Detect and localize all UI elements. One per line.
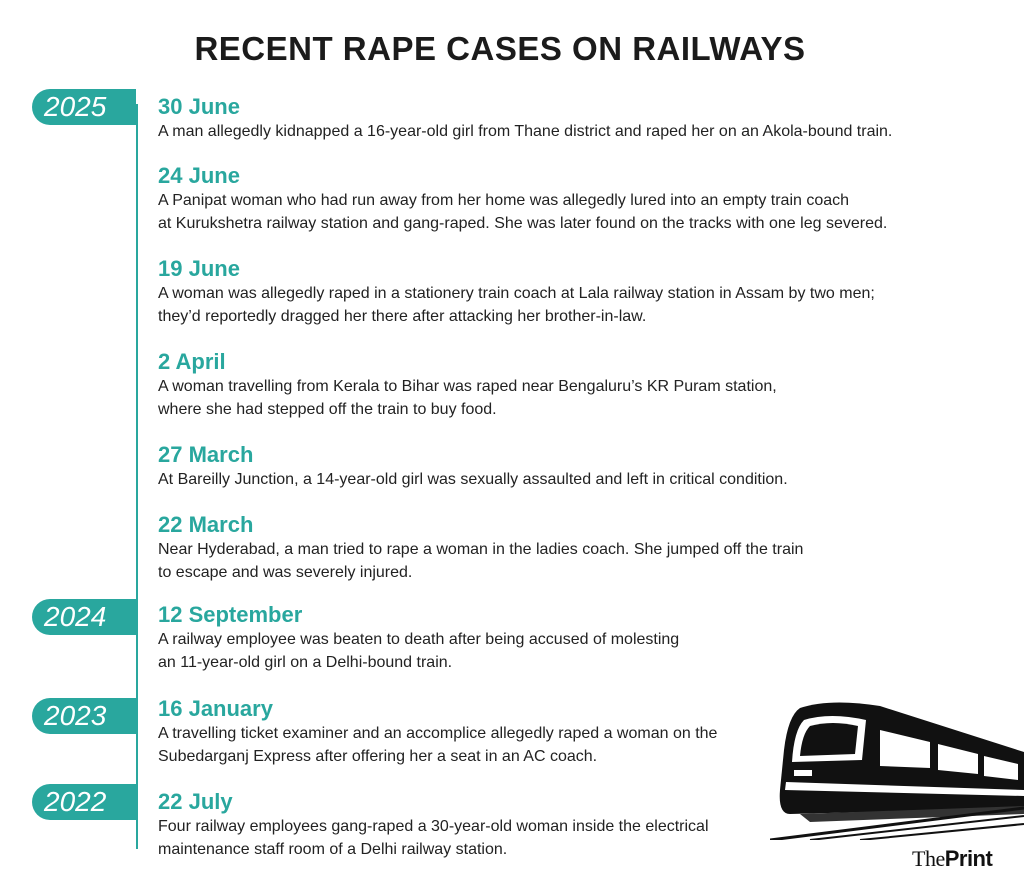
page-title: RECENT RAPE CASES ON RAILWAYS bbox=[194, 30, 806, 67]
timeline-entry bbox=[158, 256, 998, 328]
entry-description: A woman travelling from Kerala to Bihar was raped near Bengaluru’s KR Puram station, where she had stepped off the train to buy food. bbox=[158, 378, 777, 418]
entry-date: 2 April bbox=[158, 349, 226, 374]
entry-description: Near Hyderabad, a man tried to rape a woman in the ladies coach. She jumped off the train to escape and was severely injured. bbox=[158, 541, 804, 581]
timeline-line bbox=[136, 104, 138, 849]
timeline-entry bbox=[158, 442, 998, 491]
entry-date: 30 June bbox=[158, 94, 240, 119]
entry-description: A man allegedly kidnapped a 16-year-old girl from Thane district and raped her on an Akola-bound train. bbox=[158, 123, 893, 140]
entry-description: A travelling ticket examiner and an accomplice allegedly raped a woman on the Subedarganj Express after offering her a seat in an AC coach. bbox=[158, 725, 718, 765]
entry-date: 22 July bbox=[158, 789, 233, 814]
entry-description: A Panipat woman who had run away from her home was allegedly lured into an empty train coach at Kurukshetra railway station and gang-raped. She was later found on the tracks with one leg severed. bbox=[158, 192, 888, 232]
year-badge-2023: 2023 bbox=[32, 698, 136, 734]
entry-description: A woman was allegedly raped in a stationery train coach at Lala railway station in Assam by two men; they’d reportedly dragged her there after attacking her brother-in-law. bbox=[158, 285, 875, 325]
entry-date: 16 January bbox=[158, 696, 273, 721]
train-icon bbox=[770, 690, 1024, 840]
entry-date: 24 June bbox=[158, 163, 240, 188]
entry-date: 19 June bbox=[158, 256, 240, 281]
timeline-entry bbox=[158, 94, 998, 143]
entry-date: 27 March bbox=[158, 442, 254, 467]
timeline-entry bbox=[158, 163, 998, 235]
timeline-entry bbox=[158, 512, 998, 584]
year-badge-2025: 2025 bbox=[32, 89, 136, 125]
year-badge-2024: 2024 bbox=[32, 599, 136, 635]
timeline-entry bbox=[158, 349, 998, 421]
entry-description: Four railway employees gang-raped a 30-year-old woman inside the electrical maintenance staff room of a Delhi railway station. bbox=[158, 818, 709, 858]
timeline-entry bbox=[158, 602, 998, 674]
entry-description: A railway employee was beaten to death after being accused of molesting an 11-year-old girl on a Delhi-bound train. bbox=[158, 631, 680, 671]
theprint-logo: ThePrint bbox=[912, 846, 993, 871]
entry-date: 12 September bbox=[158, 602, 303, 627]
entry-description: At Bareilly Junction, a 14-year-old girl was sexually assaulted and left in critical condition. bbox=[158, 471, 788, 488]
year-badge-2022: 2022 bbox=[32, 784, 136, 820]
entry-date: 22 March bbox=[158, 512, 254, 537]
